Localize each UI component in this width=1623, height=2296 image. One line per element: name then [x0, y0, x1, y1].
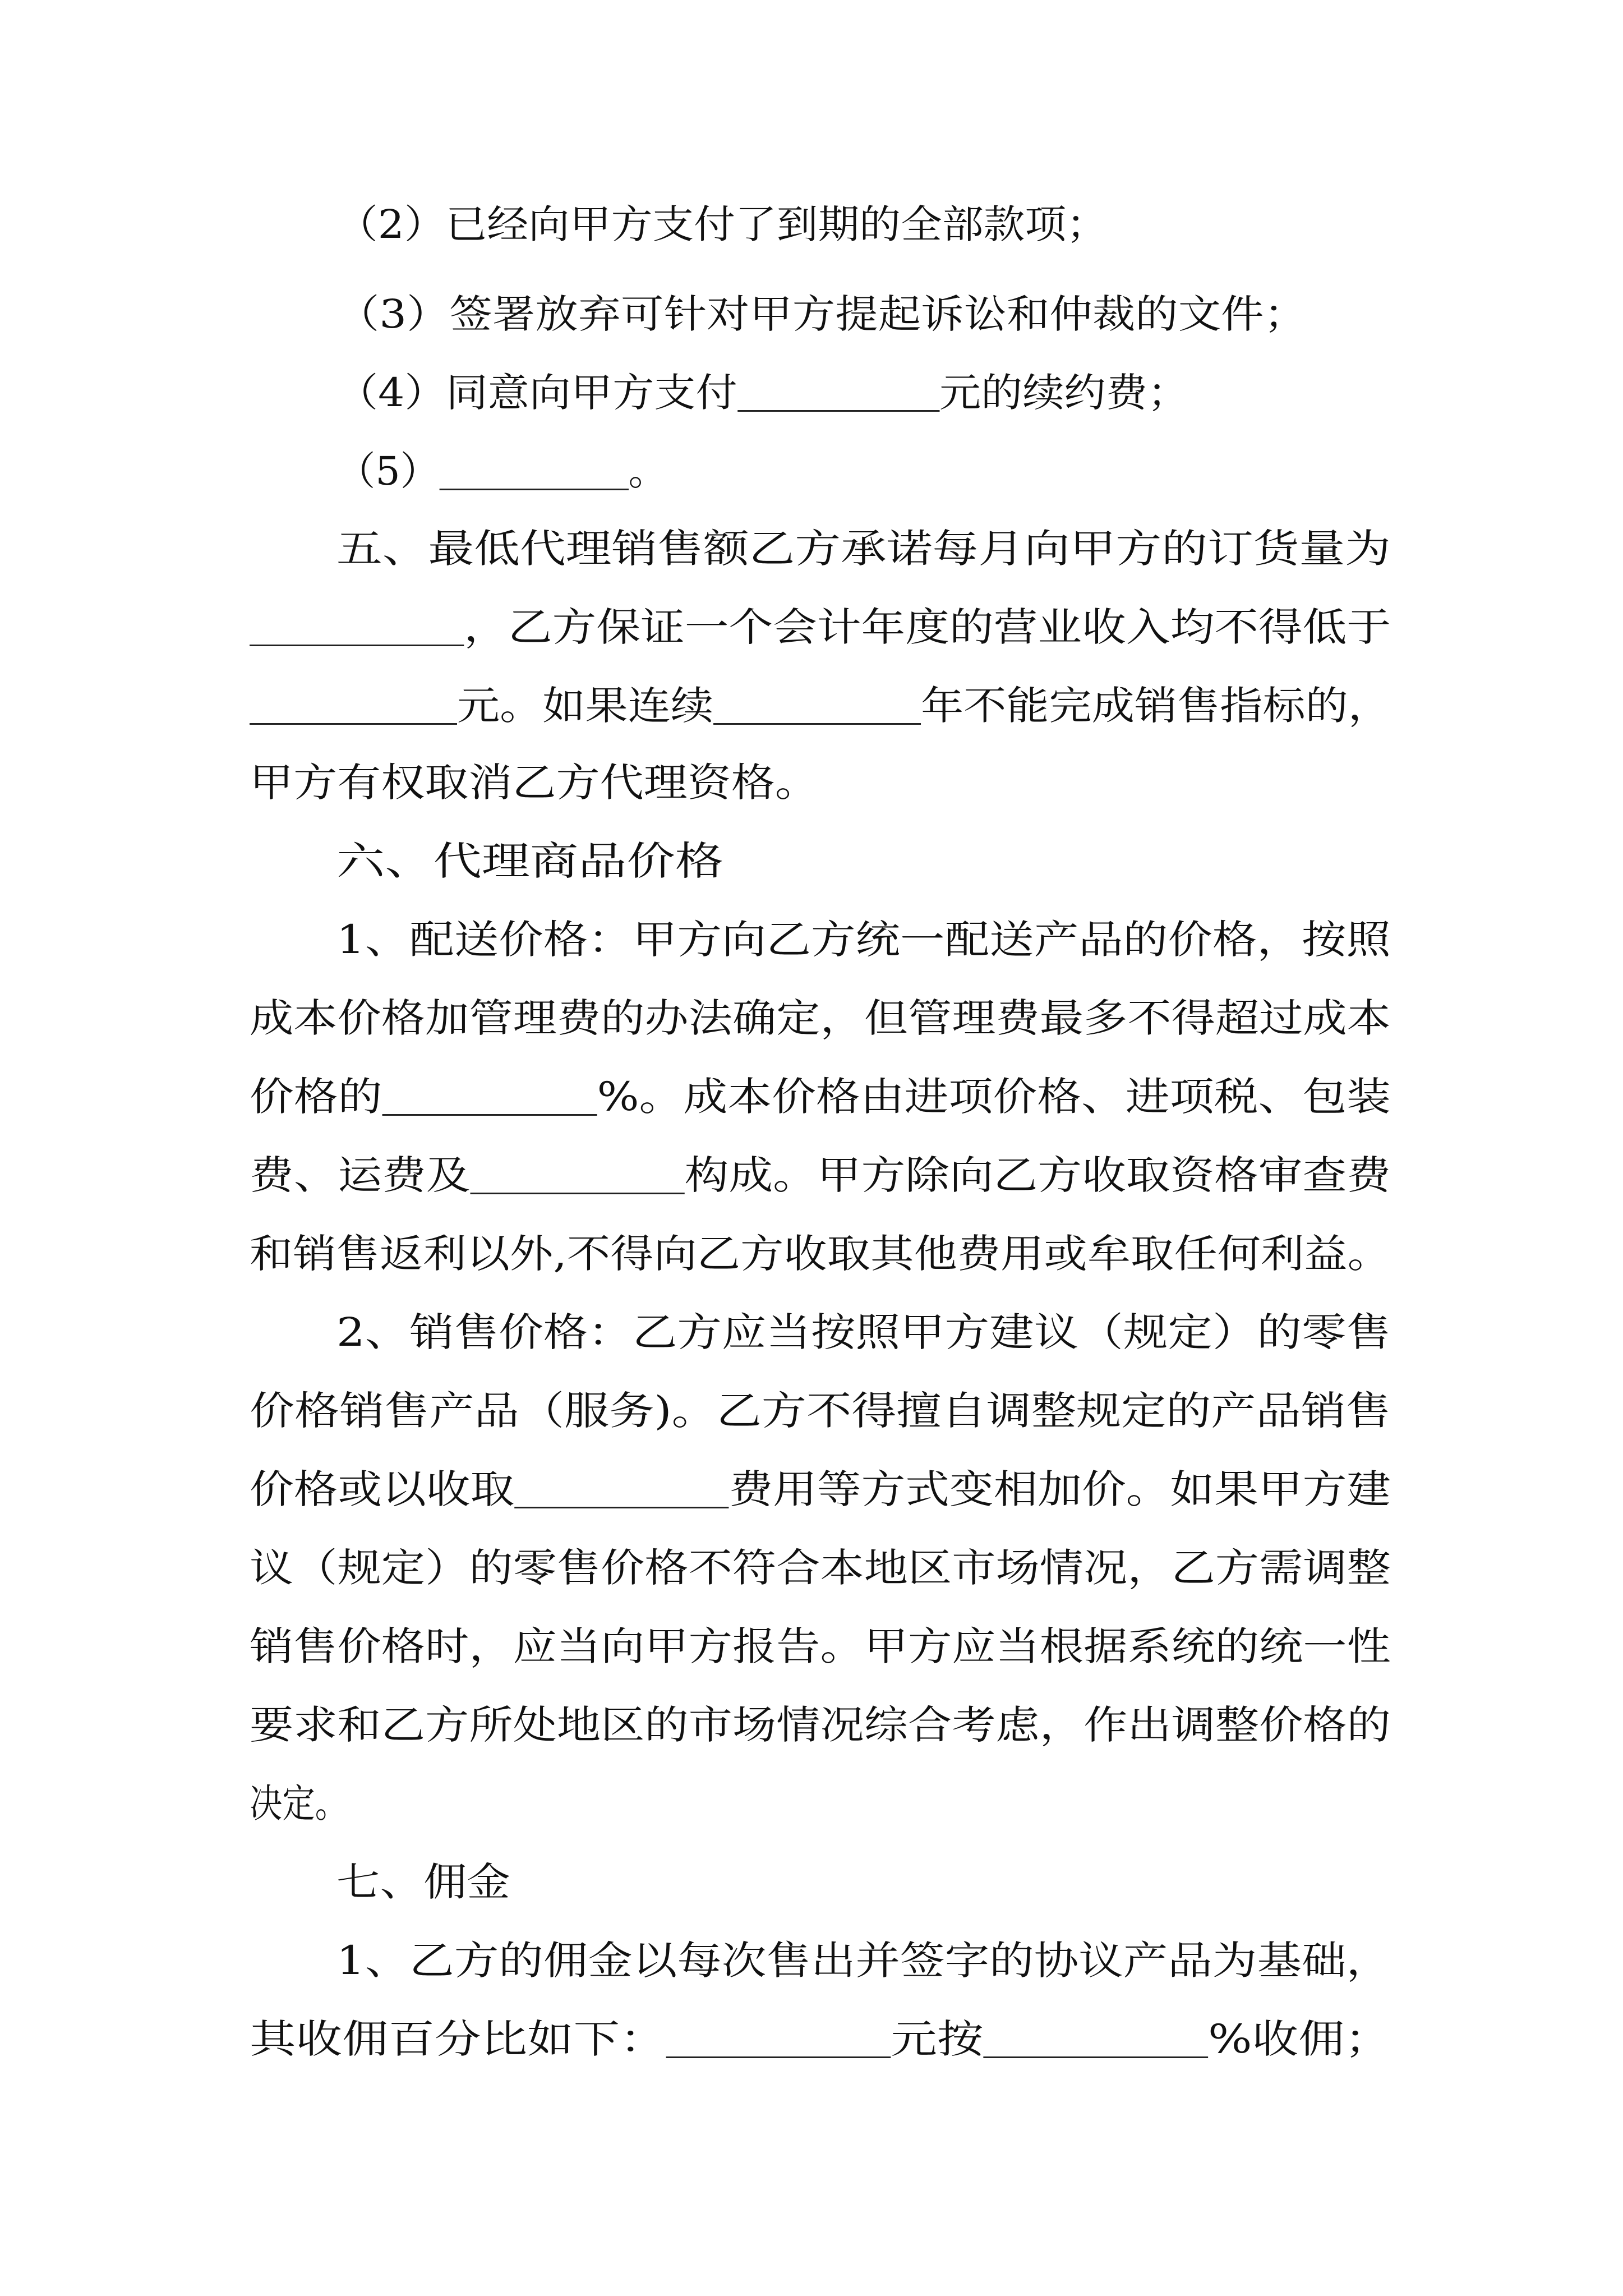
text-line	[336, 912, 1391, 968]
text-segment: ，乙方保证一个会计年度的营业收入均不得低于	[464, 604, 1391, 650]
text-segment: 要求和乙方所处地区的市场情况综合考虑，作出调整价格的	[250, 1702, 1391, 1748]
text-segment: 五、最低代理销售额乙方承诺每月向甲方的订货量为	[336, 526, 1391, 572]
text-line	[336, 1854, 510, 1910]
text-line	[250, 1775, 348, 1832]
text-segment: 费用等方式变相加价。如果甲方建	[728, 1466, 1391, 1512]
fill-in-blank	[471, 1158, 685, 1194]
text-line	[250, 1383, 1391, 1439]
text-segment: 六、代理商品价格	[336, 838, 723, 884]
text-segment: 其收佣百分比如下：	[250, 2016, 666, 2062]
fill-in-blank	[250, 688, 457, 725]
fill-in-blank	[737, 375, 939, 412]
text-line	[250, 1540, 1391, 1596]
text-line	[250, 1226, 1391, 1282]
text-line	[250, 1147, 1391, 1203]
text-line	[250, 1069, 1391, 1125]
text-segment: 七、佣金	[336, 1859, 510, 1905]
text-line	[336, 1304, 1391, 1360]
text-segment: %收佣；	[1208, 2016, 1391, 2062]
text-segment: 价格的	[250, 1074, 382, 1120]
fill-in-blank	[713, 688, 921, 725]
text-segment: 决定。	[250, 1780, 348, 1826]
text-segment: 年不能完成销售指标的，	[921, 683, 1391, 729]
text-segment: 价格销售产品（服务)。乙方不得擅自调整规定的产品销售	[250, 1388, 1391, 1434]
text-segment: （2）已经向甲方支付了到期的全部款项；	[336, 201, 1108, 247]
text-segment: 2、销售价格：乙方应当按照甲方建议（规定）的零售	[336, 1309, 1391, 1355]
text-segment: %。成本价格由进项价格、进项税、包装	[597, 1074, 1391, 1120]
text-line	[336, 833, 723, 889]
text-line	[250, 2011, 1391, 2067]
text-segment: 元。如果连续	[457, 683, 714, 729]
text-line	[250, 754, 819, 811]
text-line	[250, 1697, 1391, 1753]
text-segment: 和销售返利以外,不得向乙方收取其他费用或牟取任何利益。	[250, 1231, 1391, 1277]
text-segment: （4）同意向甲方支付	[336, 370, 737, 416]
text-segment: 1、乙方的佣金以每次售出并签字的协议产品为基础，	[336, 1938, 1391, 1984]
text-segment: 元的续约费；	[939, 370, 1189, 416]
text-segment: 元按	[891, 2016, 984, 2062]
fill-in-blank	[666, 2022, 891, 2058]
text-line	[250, 678, 1391, 734]
text-segment: 1、配送价格：甲方向乙方统一配送产品的价格，按照	[336, 917, 1391, 963]
fill-in-blank	[250, 610, 464, 646]
text-line	[336, 286, 1307, 342]
text-segment: 成本价格加管理费的办法确定，但管理费最多不得超过成本	[250, 995, 1391, 1041]
fill-in-blank	[514, 1472, 728, 1508]
text-line	[336, 521, 1391, 577]
text-line	[336, 196, 1108, 252]
text-segment: （3）签署放弃可针对甲方提起诉讼和仲裁的文件；	[336, 291, 1307, 337]
text-line	[336, 443, 667, 499]
text-segment: （5）	[336, 448, 440, 494]
fill-in-blank	[983, 2022, 1208, 2058]
text-segment: 构成。甲方除向乙方收取资格审查费	[684, 1152, 1391, 1198]
text-line	[336, 365, 1189, 421]
text-segment: 费、运费及	[250, 1152, 471, 1198]
text-segment: 议（规定）的零售价格不符合本地区市场情况，乙方需调整	[250, 1545, 1391, 1591]
text-segment: 销售价格时，应当向甲方报告。甲方应当根据系统的统一性	[250, 1623, 1391, 1669]
fill-in-blank	[382, 1079, 597, 1116]
text-line	[250, 990, 1391, 1046]
text-line	[336, 1932, 1391, 1989]
text-line	[250, 1618, 1391, 1674]
text-segment: 价格或以收取	[250, 1466, 515, 1512]
fill-in-blank	[439, 454, 628, 490]
text-segment: 甲方有权取消乙方代理资格。	[250, 760, 819, 806]
text-line	[250, 599, 1391, 655]
text-line	[250, 1461, 1391, 1517]
text-segment: 。	[628, 448, 668, 494]
